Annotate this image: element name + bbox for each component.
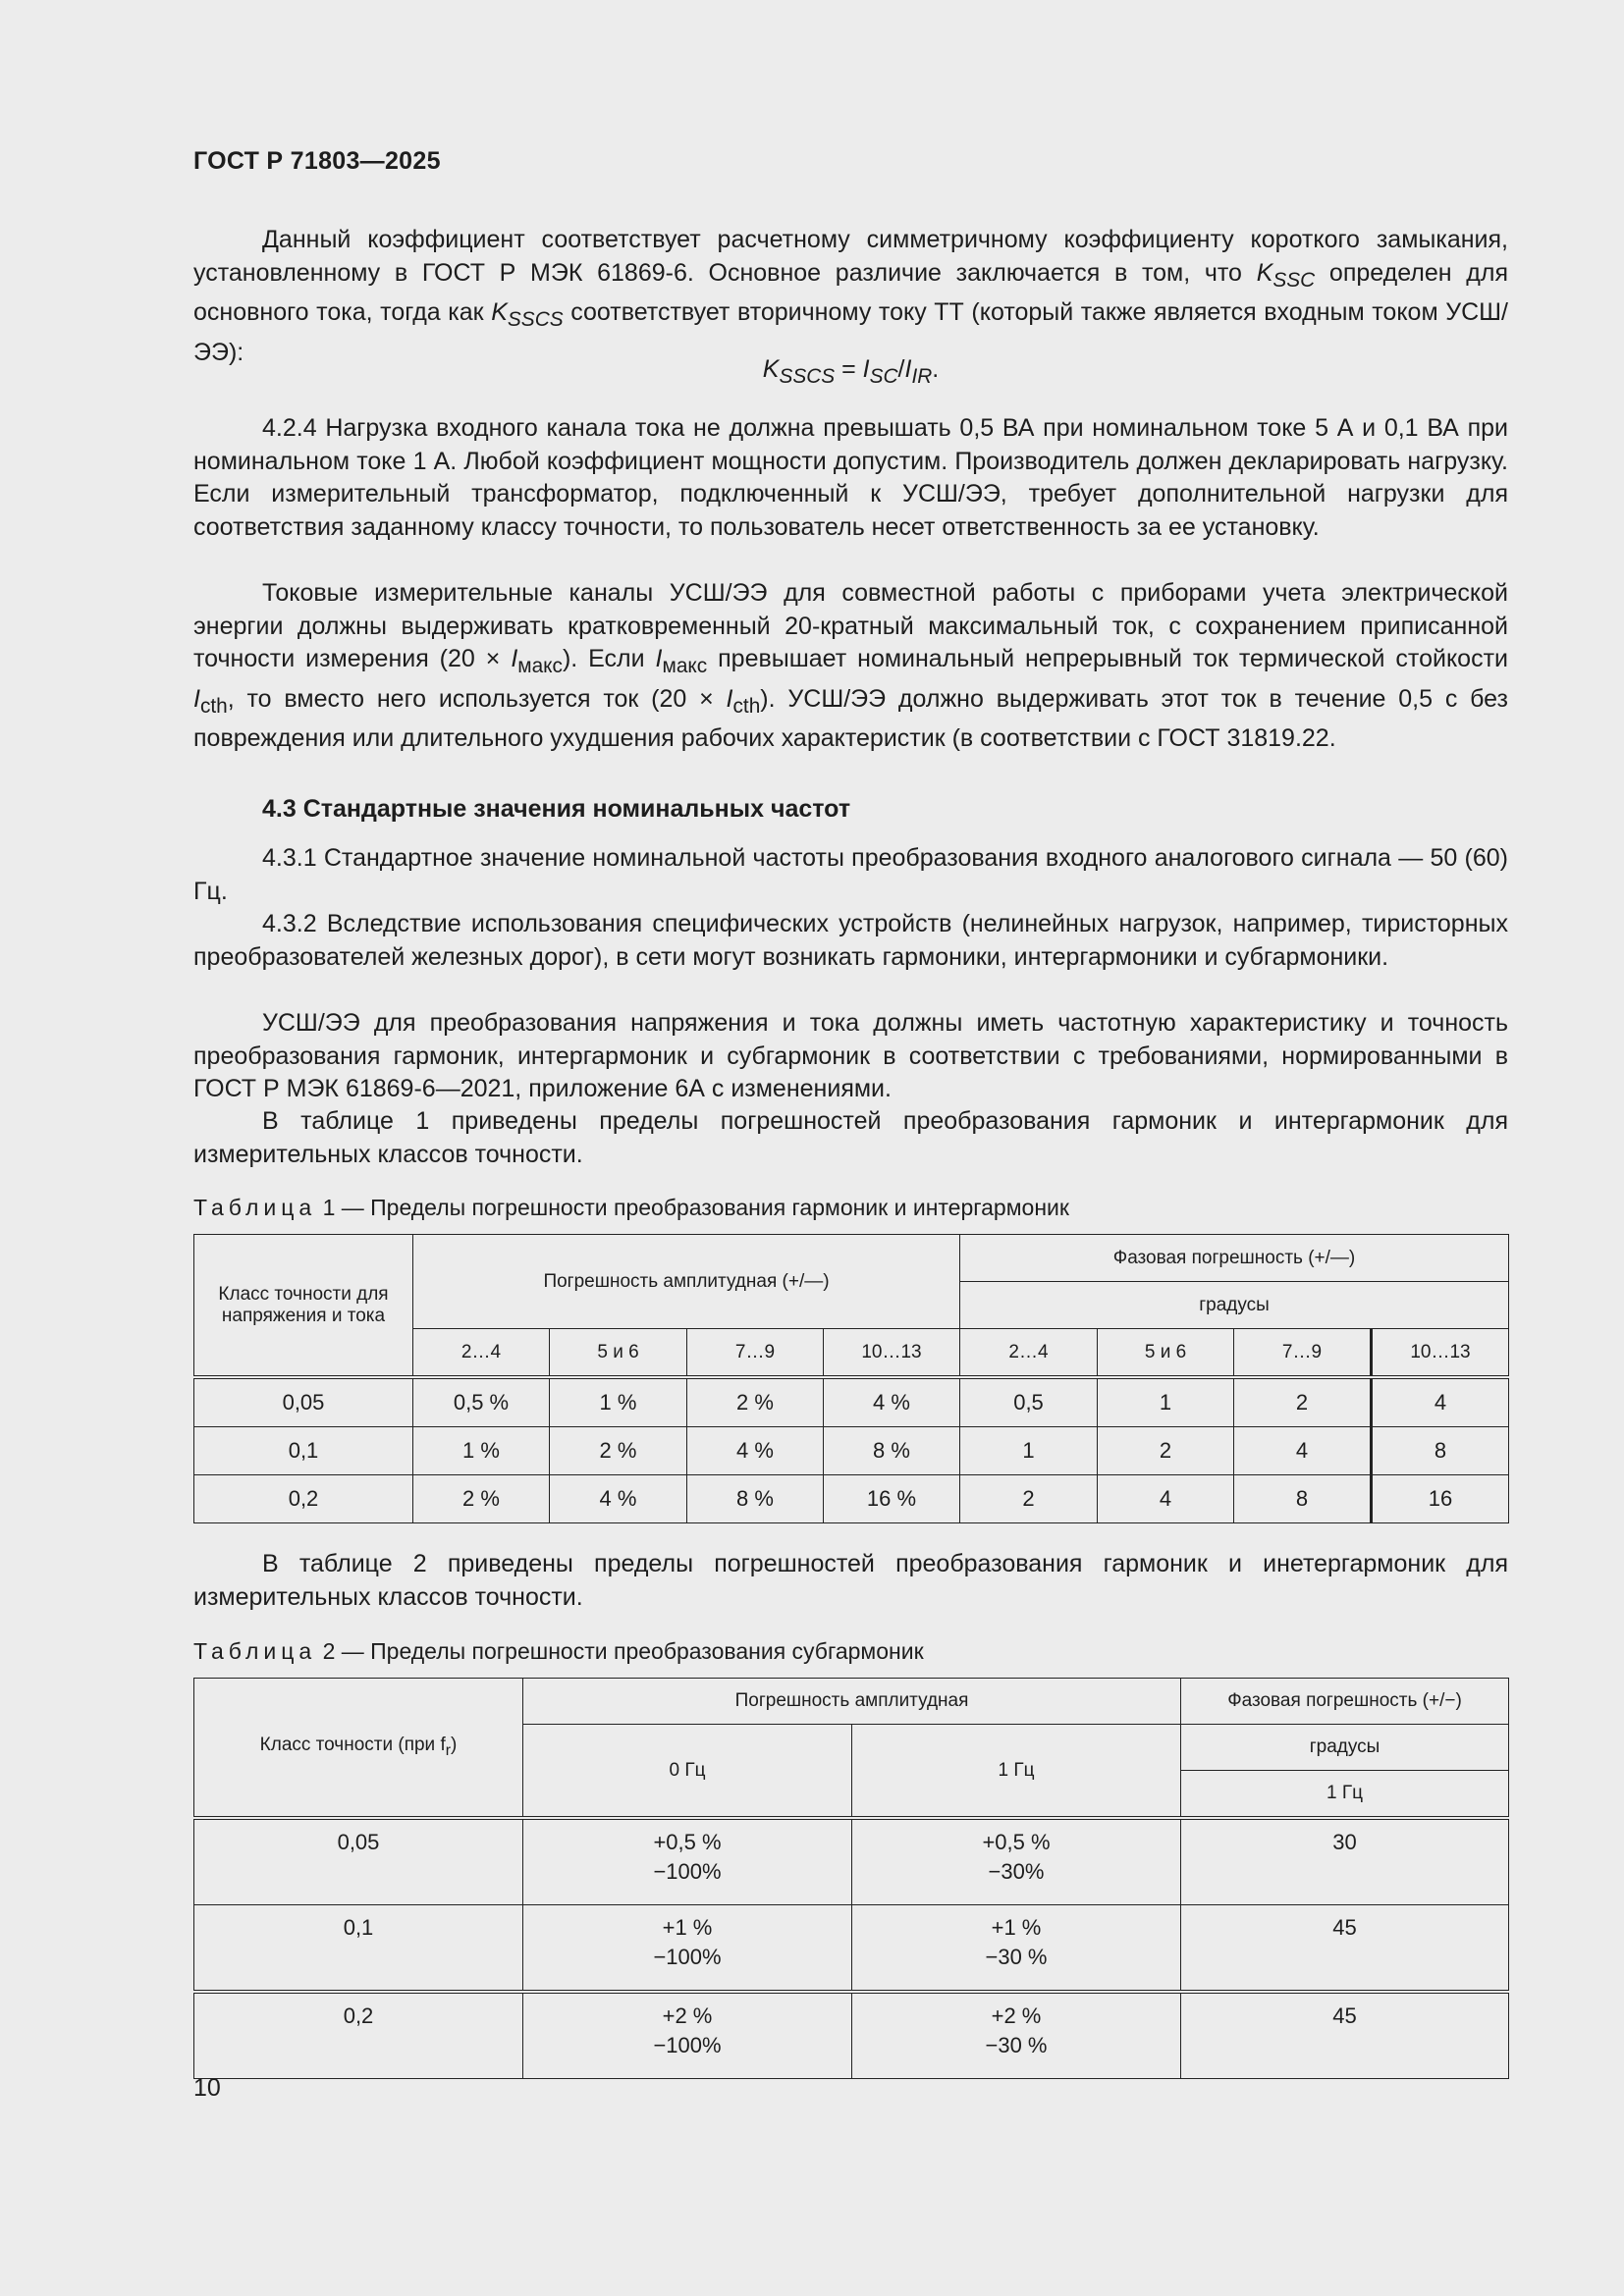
table1-cell-class: 0,05 bbox=[194, 1377, 413, 1427]
table1-cell-class: 0,1 bbox=[194, 1427, 413, 1475]
paragraph-kssc: Данный коэффициент соответствует расчетному симметричному коэффициенту короткого замыкания, установленному в ГОСТ Р МЭК 61869-6. Основное различие заключается в том, что $K_{SSC}$ определен для основного тока, тогда как $K_{SSCS}$ соответствует вторичному току ТТ (который также является входным током УСШ/ЭЭ): bbox=[193, 226, 1509, 366]
table2-cell: 30 bbox=[1181, 1818, 1509, 1905]
table2-cell: +1 % −30 % bbox=[852, 1905, 1181, 1993]
table1-col-header: 5 и 6 bbox=[1098, 1329, 1234, 1378]
table1-header-degrees: градусы bbox=[960, 1282, 1509, 1329]
paragraph-table2-intro: В таблице 2 приведены пределы погрешностей преобразования гармоник и инетергармоник для измерительных классов точности. bbox=[193, 1550, 1508, 1611]
paragraph-4-2-4: 4.2.4 Нагрузка входного канала тока не должна превышать 0,5 ВА при номинальном токе 5 А и 0,1 ВА при номинальном токе 1 А. Любой коэффициент мощности допустим. Производитель должен декларировать нагрузку. Если измерительный трансформатор, подключенный к УСШ/ЭЭ, требует дополнительной нагрузки для соответствия заданному классу точности, то пользователь несет ответственность за ее установку. bbox=[193, 414, 1508, 541]
table-row bbox=[194, 1818, 1509, 1905]
table2-header-1hz-phase: 1 Гц bbox=[1181, 1771, 1509, 1819]
paragraph-current-channels: Токовые измерительные каналы УСШ/ЭЭ для совместной работы с приборами учета электрической энергии должны выдерживать кратковременный 20-кратный максимальный ток, с сохранением приписанной точности измерения $(20 \times I_{макс})$. Если $I_{макс}$ превышает номинальный непрерывный ток термической стойкости $I_{cth}$, то вместо него используется ток $(20 \times I_{cth})$. УСШ/ЭЭ должно выдерживать этот ток в течение 0,5 с без повреждения или длительного ухудшения рабочих характеристик (в соответствии с ГОСТ 31819.22. bbox=[193, 579, 1509, 752]
table2-cell: +1 % −100% bbox=[523, 1905, 852, 1993]
table2-cell: 45 bbox=[1181, 1992, 1509, 2079]
paragraph-frequency-response: УСШ/ЭЭ для преобразования напряжения и тока должны иметь частотную характеристику и точность преобразования гармоник, интергармоник и субгармоник в соответствии с требованиями, нормированными в ГОСТ Р МЭК 61869-6—2021, приложение 6А с изменениями. bbox=[193, 1009, 1508, 1102]
table2-header-phase: Фазовая погрешность (+/−) bbox=[1181, 1679, 1509, 1725]
table1-col-header: 7…9 bbox=[1234, 1329, 1372, 1378]
table1-cell: 4 bbox=[1234, 1427, 1372, 1475]
table2-header-0hz: 0 Гц bbox=[523, 1725, 852, 1819]
table-row bbox=[194, 1377, 1509, 1427]
table-row bbox=[194, 1475, 1509, 1523]
table1-cell-class: 0,2 bbox=[194, 1475, 413, 1523]
paragraph-table1-intro: В таблице 1 приведены пределы погрешностей преобразования гармоник и интергармоник для измерительных классов точности. bbox=[193, 1107, 1508, 1168]
table2-header-class: Класс точности (при $f_r$) bbox=[194, 1679, 523, 1819]
formula-kscs: $K_{SSCS} = I_{SC}/I_{IR}$. bbox=[762, 355, 940, 388]
table1-cell: 2 bbox=[1234, 1377, 1372, 1427]
table1-cell: 16 bbox=[1372, 1475, 1509, 1523]
table1-cell: 2 bbox=[960, 1475, 1098, 1523]
table2-caption: Таблица 2 — Пределы погрешности преобразования субгармоник bbox=[193, 1638, 924, 1664]
table1-col-header: 7…9 bbox=[687, 1329, 824, 1378]
table-row bbox=[194, 1427, 1509, 1475]
table1-col-header: 5 и 6 bbox=[550, 1329, 687, 1378]
table2-header-amplitude: Погрешность амплитудная bbox=[523, 1679, 1181, 1725]
paragraph-4-3-1: 4.3.1 Стандартное значение номинальной частоты преобразования входного аналогового сигнала — 50 (60) Гц. bbox=[193, 844, 1508, 905]
table2-cell: +0,5 % −100% bbox=[523, 1818, 852, 1905]
table1-cell: 1 % bbox=[550, 1377, 687, 1427]
table1-cell: 4 % bbox=[550, 1475, 687, 1523]
table1-header-amplitude: Погрешность амплитудная (+/—) bbox=[413, 1235, 960, 1329]
table1-header-phase: Фазовая погрешность (+/—) bbox=[960, 1235, 1509, 1282]
paragraph-4-3-2: 4.3.2 Вследствие использования специфических устройств (нелинейных нагрузок, например, тиристорных преобразователей железных дорог), в сети могут возникать гармоники, интергармоники и субгармоники. bbox=[193, 910, 1508, 971]
table2-cell-class: 0,1 bbox=[194, 1905, 523, 1993]
table1-cell: 4 bbox=[1372, 1377, 1509, 1427]
table1-cell: 4 % bbox=[687, 1427, 824, 1475]
table1-cell: 1 % bbox=[413, 1427, 550, 1475]
table1-cell: 2 % bbox=[413, 1475, 550, 1523]
table-harmonics-errors bbox=[193, 1234, 1509, 1523]
standard-header: ГОСТ Р 71803—2025 bbox=[193, 147, 441, 175]
table1-cell: 0,5 bbox=[960, 1377, 1098, 1427]
table1-col-header: 10…13 bbox=[1372, 1329, 1509, 1378]
table1-col-header: 2…4 bbox=[960, 1329, 1098, 1378]
table2-cell: 45 bbox=[1181, 1905, 1509, 1993]
table2-cell: +2 % −100% bbox=[523, 1992, 852, 2079]
table1-cell: 4 bbox=[1098, 1475, 1234, 1523]
table2-cell-class: 0,05 bbox=[194, 1818, 523, 1905]
table1-cell: 8 bbox=[1372, 1427, 1509, 1475]
table1-cell: 8 bbox=[1234, 1475, 1372, 1523]
table1-cell: 1 bbox=[1098, 1377, 1234, 1427]
table2-header-1hz: 1 Гц bbox=[852, 1725, 1181, 1819]
table-subharmonics-errors bbox=[193, 1678, 1509, 2079]
table1-cell: 8 % bbox=[824, 1427, 960, 1475]
table1-header-class: Класс точности для напряжения и тока bbox=[194, 1235, 413, 1378]
table-row bbox=[194, 1992, 1509, 2079]
table1-col-header: 2…4 bbox=[413, 1329, 550, 1378]
table1-caption: Таблица 1 — Пределы погрешности преобразования гармоник и интергармоник bbox=[193, 1195, 1069, 1220]
section-title-4-3: 4.3 Стандартные значения номинальных частот bbox=[262, 795, 851, 823]
table1-cell: 2 % bbox=[550, 1427, 687, 1475]
table2-cell: +2 % −30 % bbox=[852, 1992, 1181, 2079]
table2-cell-class: 0,2 bbox=[194, 1992, 523, 2079]
table1-col-header: 10…13 bbox=[824, 1329, 960, 1378]
table1-cell: 4 % bbox=[824, 1377, 960, 1427]
table1-cell: 0,5 % bbox=[413, 1377, 550, 1427]
table2-cell: +0,5 % −30% bbox=[852, 1818, 1181, 1905]
table1-cell: 1 bbox=[960, 1427, 1098, 1475]
table2-header-degrees: градусы bbox=[1181, 1725, 1509, 1771]
table1-cell: 8 % bbox=[687, 1475, 824, 1523]
table1-cell: 16 % bbox=[824, 1475, 960, 1523]
table1-cell: 2 % bbox=[687, 1377, 824, 1427]
table-row bbox=[194, 1905, 1509, 1993]
table1-cell: 2 bbox=[1098, 1427, 1234, 1475]
page-number: 10 bbox=[193, 2074, 221, 2102]
